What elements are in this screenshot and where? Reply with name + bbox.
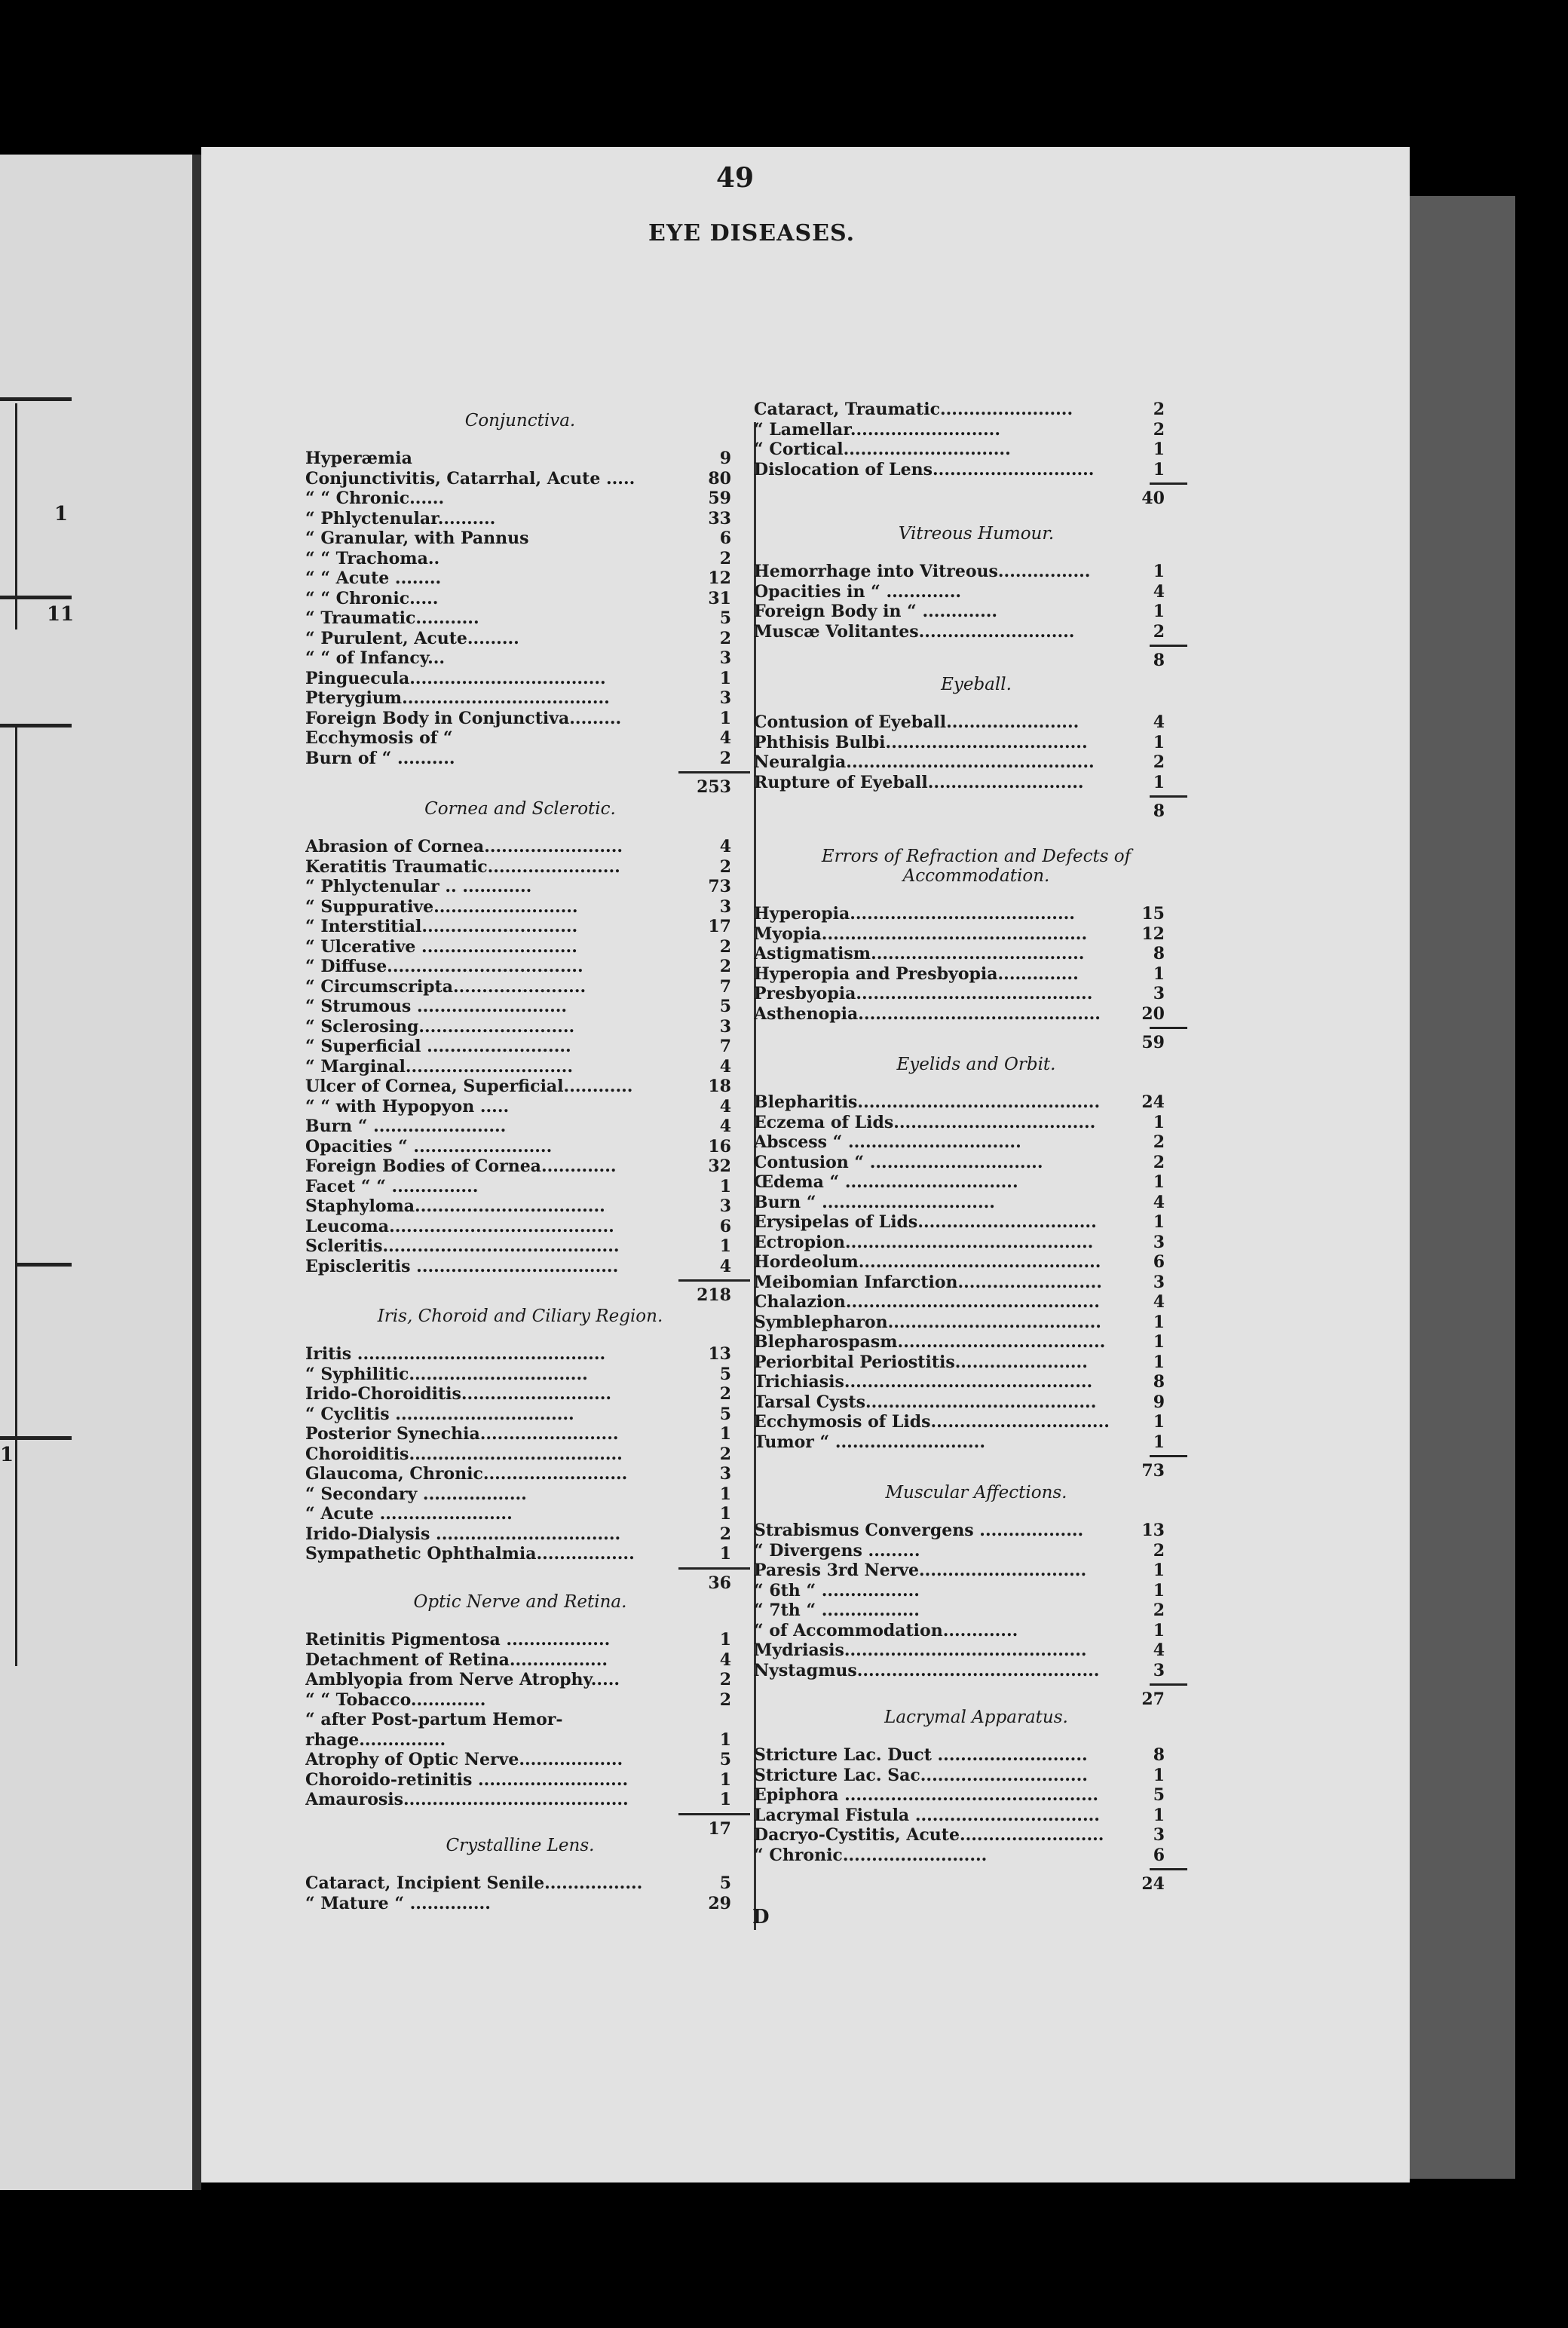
case-count: 4	[1153, 1192, 1165, 1212]
disease-label: “ Circumscripta.......................	[305, 976, 586, 997]
total-rule	[1150, 1027, 1187, 1029]
disease-label: Blepharospasm....................................	[754, 1332, 1106, 1352]
case-count: 3	[1153, 1232, 1165, 1252]
case-count: 1	[1153, 732, 1165, 752]
total-rule	[1150, 482, 1187, 485]
disease-label: “ Ulcerative ...........................	[305, 936, 577, 957]
previous-page-edge	[0, 155, 192, 2190]
disease-label: Facet “ “ ...............	[305, 1176, 479, 1196]
section-title: Conjunctiva.	[464, 411, 576, 430]
case-count: 1	[1153, 1432, 1165, 1452]
disease-label: Foreign Body in Conjunctiva.........	[305, 708, 622, 728]
disease-label: “ Suppurative.........................	[305, 896, 578, 917]
disease-label: Detachment of Retina.................	[305, 1650, 608, 1670]
disease-label: Muscæ Volitantes...........................	[754, 621, 1075, 642]
disease-label: Hyperopia.......................................	[754, 904, 1075, 924]
case-count: 1	[719, 1424, 731, 1444]
section-total: 27	[1141, 1689, 1165, 1709]
section-total: 218	[697, 1285, 731, 1305]
case-count: 1	[1153, 1112, 1165, 1132]
case-count: 2	[719, 628, 731, 648]
disease-label: Posterior Synechia........................	[305, 1424, 619, 1444]
disease-label: Hordeolum..........................................	[754, 1252, 1101, 1272]
case-count: 20	[1141, 1003, 1165, 1024]
disease-label: Strabismus Convergens ..................	[754, 1521, 1084, 1540]
disease-label: “ 6th “ .................	[754, 1580, 920, 1600]
disease-label: Contusion “ ..............................	[754, 1152, 1043, 1172]
disease-label: “ “ of Infancy...	[305, 648, 446, 668]
case-count: 5	[1153, 1785, 1165, 1805]
case-count: 3	[719, 1196, 731, 1216]
disease-label: Foreign Body in “ .............	[754, 602, 998, 621]
section-total: 36	[708, 1573, 731, 1593]
disease-label: “ Granular, with Pannus	[305, 528, 529, 548]
case-count: 13	[1141, 1521, 1165, 1540]
case-count: 1	[1153, 963, 1165, 984]
total-rule	[678, 771, 750, 773]
disease-label: “ Superficial .........................	[305, 1037, 571, 1056]
case-count: 6	[719, 1216, 731, 1236]
case-count: 2	[1153, 1540, 1165, 1561]
table-column-line	[15, 728, 17, 1481]
disease-label: “ “ Chronic.....	[305, 588, 439, 608]
disease-label: Keratitis Traumatic.......................	[305, 856, 620, 877]
total-rule	[678, 1813, 750, 1815]
disease-label: Retinitis Pigmentosa ..................	[305, 1630, 611, 1650]
case-count: 3	[1153, 984, 1165, 1003]
section-total: 17	[708, 1818, 731, 1839]
case-count: 2	[1153, 400, 1165, 419]
case-count: 1	[719, 1176, 731, 1196]
case-count: 2	[1153, 1132, 1165, 1152]
case-count: 24	[1141, 1092, 1165, 1112]
section-title: Optic Nerve and Retina.	[413, 1592, 627, 1612]
case-count: 2	[1153, 1600, 1165, 1620]
disease-label: Tumor “ ..........................	[754, 1432, 986, 1452]
case-count: 13	[708, 1344, 731, 1364]
disease-label: Phthisis Bulbi...................................	[754, 732, 1088, 752]
total-rule	[678, 1567, 750, 1570]
total-rule	[678, 1279, 750, 1282]
disease-label: Asthenopia..........................................	[754, 1003, 1101, 1024]
table-column-line	[15, 403, 17, 629]
case-count: 31	[708, 588, 731, 608]
disease-label: Atrophy of Optic Nerve..................	[305, 1750, 623, 1769]
case-count: 1	[1153, 1620, 1165, 1640]
case-count: 6	[719, 528, 731, 548]
disease-label: Burn of “ ..........	[305, 748, 455, 768]
disease-label: “ Lamellar..........................	[754, 419, 1000, 440]
disease-label: Abrasion of Cornea........................	[305, 837, 623, 856]
case-count: 1	[719, 1504, 731, 1524]
case-count: 1	[719, 1484, 731, 1504]
case-count: 1	[1153, 1561, 1165, 1580]
case-count: 1	[1153, 772, 1165, 792]
case-count: 6	[1153, 1845, 1165, 1865]
left-page-number: 11	[47, 603, 75, 626]
disease-label: Trichiasis...........................................	[754, 1372, 1093, 1392]
disease-label: “ Diffuse..................................	[305, 957, 583, 976]
disease-label: Nystagmus..........................................	[754, 1660, 1100, 1680]
disease-label: Cataract, Incipient Senile.................	[305, 1873, 643, 1893]
disease-label: Conjunctivitis, Catarrhal, Acute .....	[305, 468, 635, 489]
disease-label: Amblyopia from Nerve Atrophy.....	[305, 1670, 620, 1689]
case-count: 7	[719, 1037, 731, 1056]
disease-label: “ Secondary ..................	[305, 1484, 527, 1504]
case-count: 1	[719, 708, 731, 728]
disease-label: Stricture Lac. Duct ..........................	[754, 1745, 1088, 1765]
disease-label: Iritis ...........................................	[305, 1344, 606, 1364]
disease-label: Presbyopia.........................................	[754, 984, 1093, 1003]
case-count: 1	[1153, 562, 1165, 581]
case-count: 4	[719, 1096, 731, 1117]
case-count: 2	[719, 856, 731, 877]
section-total: 8	[1153, 651, 1165, 670]
case-count: 4	[719, 1256, 731, 1276]
case-count: 29	[708, 1893, 731, 1913]
case-count: 2	[1153, 752, 1165, 772]
disease-label: “ Divergens .........	[754, 1540, 920, 1561]
disease-label: Burn “ ..............................	[754, 1192, 995, 1212]
disease-label: Eczema of Lids...................................	[754, 1112, 1096, 1132]
total-rule	[1150, 795, 1187, 798]
section-title: Iris, Choroid and Ciliary Region.	[377, 1306, 663, 1326]
case-count: 2	[719, 548, 731, 568]
disease-label: “ “ Acute ........	[305, 568, 442, 588]
table-row	[754, 622, 1074, 647]
case-count: 5	[719, 1873, 731, 1893]
disease-label: Meibomian Infarction.........................	[754, 1272, 1102, 1292]
disease-label: Burn “ .......................	[305, 1117, 507, 1136]
disease-label: Cataract, Traumatic.......................	[754, 400, 1073, 419]
case-count: 8	[1153, 944, 1165, 963]
section-total: 73	[1141, 1461, 1165, 1481]
disease-label: “ “ Tobacco.............	[305, 1689, 486, 1710]
left-page-number: 1	[0, 1444, 14, 1466]
table-row	[754, 1432, 985, 1457]
disease-label: “ Purulent, Acute.........	[305, 628, 519, 648]
case-count: 1	[1153, 1172, 1165, 1192]
section-title: Lacrymal Apparatus.	[884, 1708, 1068, 1727]
case-count: 3	[1153, 1660, 1165, 1680]
disease-label: Hyperopia and Presbyopia..............	[754, 963, 1079, 984]
case-count: 1	[1153, 1580, 1165, 1600]
disease-label: Abscess “ ..............................	[754, 1132, 1021, 1152]
case-count: 1	[719, 1236, 731, 1256]
disease-label: Mydriasis..........................................	[754, 1640, 1087, 1660]
disease-label: Ecchymosis of Lids...............................	[754, 1412, 1110, 1432]
table-row	[754, 1846, 987, 1870]
disease-label: Irido-Dialysis ................................	[305, 1524, 621, 1544]
section-title: Errors of Refraction and Defects of Accommodation.	[821, 847, 1132, 886]
case-count: 1	[1153, 602, 1165, 621]
disease-label: Astigmatism.....................................	[754, 944, 1085, 963]
disease-label: Hemorrhage into Vitreous................	[754, 562, 1091, 581]
page-edge-shadow	[1410, 196, 1515, 2179]
case-count: 1	[719, 668, 731, 688]
table-rule	[0, 397, 72, 401]
case-count: 2	[719, 1670, 731, 1689]
disease-label: Leucoma.......................................	[305, 1216, 614, 1236]
case-count: 15	[1141, 904, 1165, 924]
case-count: 3	[719, 1016, 731, 1037]
case-count: 9	[1153, 1392, 1165, 1412]
case-count: 1	[1153, 459, 1165, 479]
case-count: 12	[708, 568, 731, 588]
case-count: 4	[719, 1117, 731, 1136]
table-row	[754, 773, 1084, 798]
disease-label: Contusion of Eyeball.......................	[754, 712, 1080, 732]
case-count: 32	[708, 1156, 731, 1176]
disease-label: Ecchymosis of “	[305, 728, 453, 748]
case-count: 3	[719, 896, 731, 917]
table-rule	[0, 596, 72, 599]
disease-label: Choroiditis.....................................	[305, 1444, 623, 1464]
case-count: 1	[1153, 1412, 1165, 1432]
table-row	[305, 749, 455, 773]
disease-label: Myopia..............................................	[754, 924, 1088, 944]
section-title: Eyeball.	[941, 675, 1012, 694]
table-row	[305, 1790, 629, 1815]
section-title: Cornea and Sclerotic.	[424, 799, 616, 819]
disease-label: Periorbital Periostitis.......................	[754, 1352, 1088, 1372]
page-title: EYE DISEASES.	[648, 220, 856, 247]
disease-label: “ Cyclitis ...............................	[305, 1404, 574, 1424]
disease-label: Erysipelas of Lids...............................	[754, 1212, 1097, 1232]
case-count: 3	[719, 648, 731, 668]
signature-mark: D	[752, 1906, 770, 1928]
disease-label: rhage...............	[305, 1729, 446, 1750]
section-title: Crystalline Lens.	[446, 1836, 595, 1855]
disease-label: Ulcer of Cornea, Superficial............	[305, 1077, 633, 1096]
case-count: 1	[1153, 1352, 1165, 1372]
case-count: 3	[719, 688, 731, 708]
case-count: 1	[1153, 1332, 1165, 1352]
case-count: 9	[719, 449, 731, 468]
page-number: 49	[716, 162, 755, 194]
total-rule	[1150, 645, 1187, 647]
disease-label: Sympathetic Ophthalmia.................	[305, 1544, 635, 1564]
table-row	[305, 1894, 491, 1919]
case-count: 1	[719, 1769, 731, 1790]
section-total: 24	[1141, 1874, 1165, 1894]
case-count: 59	[708, 489, 731, 508]
table-row	[754, 460, 1094, 485]
case-count: 2	[719, 936, 731, 957]
disease-label: Irido-Choroiditis..........................	[305, 1384, 612, 1404]
disease-label: Tarsal Cysts........................................	[754, 1392, 1097, 1412]
case-count: 2	[1153, 419, 1165, 440]
section-total: 8	[1153, 801, 1165, 821]
table-row	[754, 1661, 1099, 1686]
case-count: 4	[1153, 1292, 1165, 1312]
disease-label: “ of Accommodation.............	[754, 1620, 1018, 1640]
case-count: 4	[1153, 712, 1165, 732]
disease-label: “ “ Trachoma..	[305, 548, 440, 568]
case-count: 3	[719, 1464, 731, 1484]
disease-label: Staphyloma.................................	[305, 1196, 605, 1216]
section-title: Vitreous Humour.	[898, 524, 1055, 544]
case-count: 2	[719, 957, 731, 976]
case-count: 5	[719, 997, 731, 1016]
case-count: 4	[719, 837, 731, 856]
table-rule	[0, 724, 72, 728]
case-count: 4	[1153, 1640, 1165, 1660]
case-count: 4	[719, 1650, 731, 1670]
section-total: 253	[697, 777, 731, 797]
case-count: 1	[1153, 440, 1165, 459]
disease-label: Opacities in “ .............	[754, 581, 962, 602]
case-count: 1	[719, 1630, 731, 1650]
disease-label: “ 7th “ .................	[754, 1600, 920, 1620]
disease-label: Chalazion............................................	[754, 1292, 1100, 1312]
table-row	[305, 1544, 635, 1569]
disease-label: Symblepharon.....................................	[754, 1312, 1101, 1332]
case-count: 6	[1153, 1252, 1165, 1272]
total-rule	[1150, 1455, 1187, 1457]
disease-label: Pinguecula..................................	[305, 668, 606, 688]
disease-label: “ Phlyctenular .. ............	[305, 877, 532, 896]
case-count: 12	[1141, 924, 1165, 944]
case-count: 5	[719, 1364, 731, 1384]
section-title: Muscular Affections.	[885, 1483, 1067, 1502]
disease-label: Epiphora ............................................	[754, 1785, 1099, 1805]
disease-label: “ Marginal.............................	[305, 1056, 573, 1077]
case-count: 4	[1153, 581, 1165, 602]
case-count: 4	[719, 1056, 731, 1077]
disease-label: Ectropion...........................................	[754, 1232, 1094, 1252]
case-count: 1	[1153, 1765, 1165, 1785]
disease-label: Lacrymal Fistula ................................	[754, 1805, 1100, 1825]
case-count: 80	[708, 468, 731, 489]
case-count: 8	[1153, 1745, 1165, 1765]
disease-label: Episcleritis ...................................	[305, 1256, 619, 1276]
case-count: 3	[1153, 1272, 1165, 1292]
case-count: 2	[719, 1384, 731, 1404]
left-page-number: 1	[54, 503, 69, 525]
section-total: 40	[1141, 489, 1165, 508]
case-count: 2	[719, 1444, 731, 1464]
disease-label: Glaucoma, Chronic.........................	[305, 1464, 628, 1484]
case-count: 8	[1153, 1372, 1165, 1392]
disease-label: “ Cortical.............................	[754, 440, 1011, 459]
table-row	[754, 1004, 1101, 1029]
book-gutter	[192, 155, 201, 2190]
case-count: 1	[1153, 1212, 1165, 1232]
disease-label: Paresis 3rd Nerve.............................	[754, 1561, 1087, 1580]
case-count: 1	[719, 1790, 731, 1809]
case-count: 3	[1153, 1825, 1165, 1845]
disease-label: “ “ with Hypopyon .....	[305, 1096, 510, 1117]
disease-label: “ Acute .......................	[305, 1504, 513, 1524]
disease-label: Amaurosis.......................................	[305, 1790, 629, 1809]
disease-label: “ Chronic.........................	[754, 1845, 988, 1865]
disease-label: Scleritis.........................................	[305, 1236, 620, 1256]
disease-label: “ Strumous ..........................	[305, 997, 568, 1016]
total-rule	[1150, 1683, 1187, 1686]
case-count: 7	[719, 976, 731, 997]
disease-label: Dislocation of Lens............................	[754, 459, 1095, 479]
disease-label: Pterygium....................................	[305, 688, 610, 708]
disease-label: “ Sclerosing...........................	[305, 1016, 575, 1037]
disease-label: “ Interstitial...........................	[305, 917, 578, 936]
disease-label: Blepharitis..........................................	[754, 1092, 1101, 1112]
case-count: 18	[708, 1077, 731, 1096]
disease-label: Dacryo-Cystitis, Acute.........................	[754, 1825, 1104, 1845]
disease-label: Œdema “ ..............................	[754, 1172, 1018, 1192]
case-count: 1	[719, 1729, 731, 1750]
disease-label: “ Syphilitic...............................	[305, 1364, 588, 1384]
case-count: 2	[719, 748, 731, 768]
case-count: 2	[719, 1689, 731, 1710]
disease-label: “ Traumatic...........	[305, 608, 479, 628]
case-count: 2	[719, 1524, 731, 1544]
disease-label: “ after Post-partum Hemor-	[305, 1710, 563, 1729]
disease-label: “ Phlyctenular..........	[305, 508, 496, 528]
disease-label: Stricture Lac. Sac.............................	[754, 1765, 1088, 1785]
case-count: 33	[708, 508, 731, 528]
disease-label: Opacities “ ........................	[305, 1136, 553, 1156]
section-total: 59	[1141, 1033, 1165, 1052]
disease-label: “ “ Chronic......	[305, 489, 445, 508]
disease-label: Choroido-retinitis ..........................	[305, 1769, 629, 1790]
disease-label: Foreign Bodies of Cornea.............	[305, 1156, 617, 1176]
case-count: 5	[719, 608, 731, 628]
disease-label: Hyperæmia	[305, 449, 412, 468]
case-count: 73	[708, 877, 731, 896]
case-count: 16	[708, 1136, 731, 1156]
case-count: 2	[1153, 621, 1165, 642]
disease-label: Neuralgia...........................................	[754, 752, 1095, 772]
case-count: 4	[719, 728, 731, 748]
case-count: 17	[708, 917, 731, 936]
table-row	[305, 1257, 618, 1282]
case-count: 1	[719, 1544, 731, 1564]
section-title: Eyelids and Orbit.	[896, 1055, 1056, 1074]
table-column-line	[15, 1440, 17, 1666]
case-count: 2	[1153, 1152, 1165, 1172]
case-count: 1	[1153, 1805, 1165, 1825]
case-count: 1	[1153, 1312, 1165, 1332]
total-rule	[1150, 1868, 1187, 1870]
disease-label: Rupture of Eyeball...........................	[754, 772, 1084, 792]
table-rule	[0, 1436, 72, 1440]
case-count: 5	[719, 1750, 731, 1769]
case-count: 5	[719, 1404, 731, 1424]
table-rule	[15, 1263, 72, 1267]
disease-label: “ Mature “ ..............	[305, 1893, 491, 1913]
